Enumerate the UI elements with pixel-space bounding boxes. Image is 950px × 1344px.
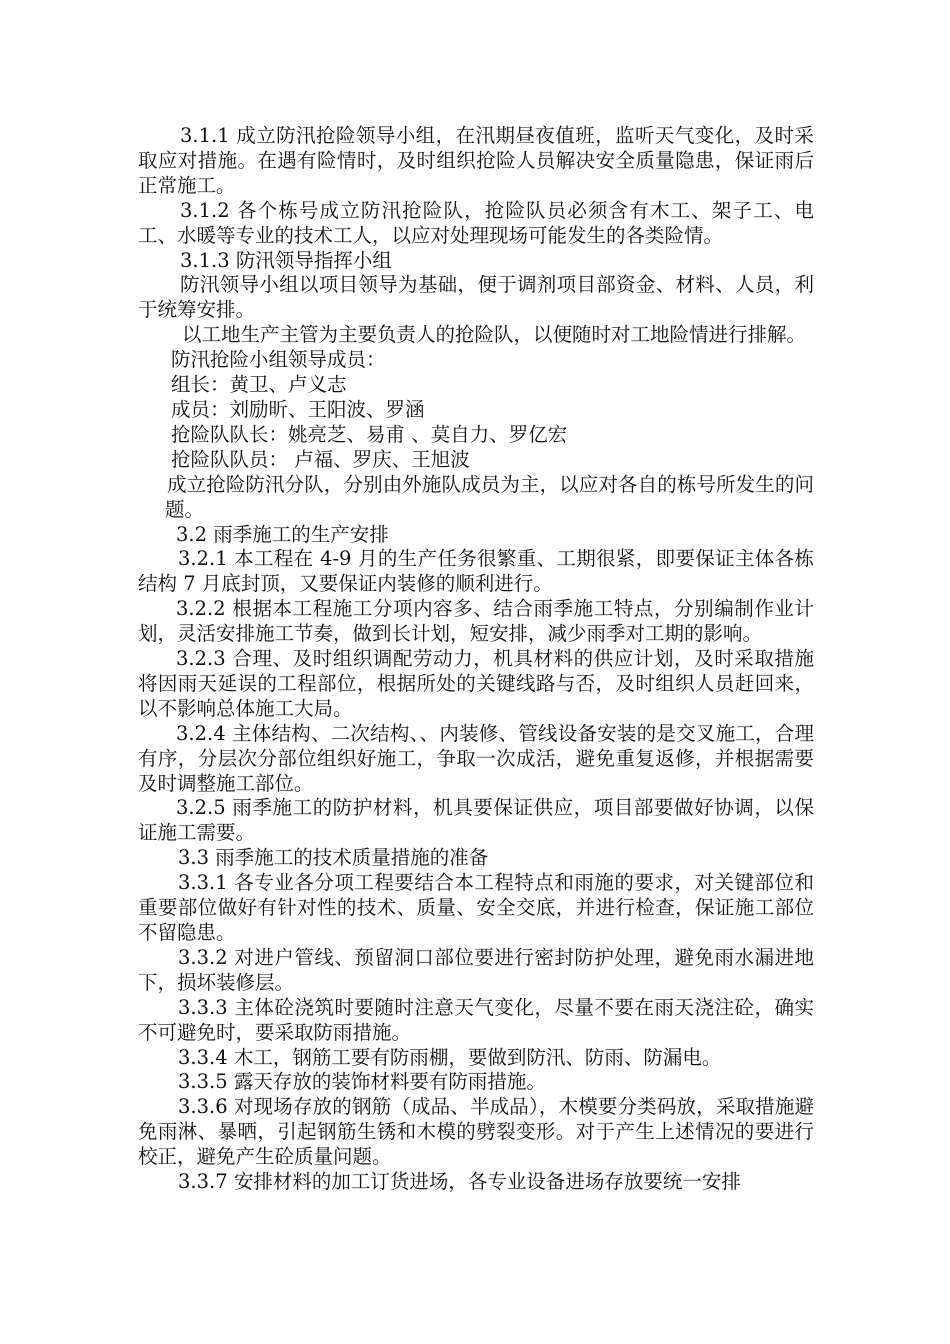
- paragraph-3-3-7: 3.3.7 安排材料的加工订货进场，各专业设备进场存放要统一安排: [178, 1170, 741, 1194]
- paragraph-members-title: 防汛抢险小组领导成员：: [171, 348, 386, 372]
- heading-3-2: 3.2 雨季施工的生产安排: [176, 522, 389, 546]
- paragraph-3-2-2: 3.2.2 根据本工程施工分项内容多、结合雨季施工特点，分别编制作业计划，灵活安排施工节奏，做到长计划，短安排，减少雨季对工期的影响。: [138, 597, 814, 646]
- paragraph-3-2-3: 3.2.3 合理、及时组织调配劳动力，机具材料的供应计划，及时采取措施将因雨天延误的工程部位，根据所处的关键线路与否，及时组织人员赶回来，以不影响总体施工大局。: [138, 647, 814, 720]
- paragraph-subteam: 成立抢险防汛分队，分别由外施队成员为主，以应对各自的栋号所发生的问题。: [165, 472, 814, 521]
- paragraph-members: 成员：刘励昕、王阳波、罗涵: [171, 397, 425, 421]
- paragraph-3-2-1: 3.2.1 本工程在 4-9 月的生产任务很繁重、工期很紧，即要保证主体各栋结构 7 月底封顶，又要保证内装修的顺利进行。: [138, 547, 814, 596]
- paragraph-3-3-1: 3.3.1 各专业各分项工程要结合本工程特点和雨施的要求，对关键部位和重要部位做好有针对性的技术、质量、安全交底，并进行检查，保证施工部位不留隐患。: [138, 871, 814, 944]
- paragraph-3-3-2: 3.3.2 对进户管线、预留洞口部位要进行密封防护处理，避免雨水漏进地下，损坏装修层。: [138, 945, 814, 994]
- paragraph-team-captain: 抢险队队长：姚亮芝、易甫 、莫自力、罗亿宏: [171, 422, 568, 446]
- paragraph-3-1-2: 3.1.2 各个栋号成立防汛抢险队，抢险队员必须含有木工、架子工、电工、水暖等专业的技术工人，以应对处理现场可能发生的各类险情。: [138, 198, 814, 247]
- document-body: [138, 124, 814, 1195]
- heading-3-3: 3.3 雨季施工的技术质量措施的准备: [178, 846, 489, 870]
- paragraph-3-2-5: 3.2.5 雨季施工的防护材料，机具要保证供应，项目部要做好协调，以保证施工需要。: [138, 796, 814, 845]
- paragraph-team-members: 抢险队队员： 卢福、罗庆、王旭波: [171, 447, 470, 471]
- paragraph-3-3-3: 3.3.3 主体砼浇筑时要随时注意天气变化，尽量不要在雨天浇注砼，确实不可避免时，要采取防雨措施。: [138, 995, 814, 1044]
- paragraph-3-1-1: 3.1.1 成立防汛抢险领导小组，在汛期昼夜值班，监听天气变化，及时采取应对措施。在遇有险情时，及时组织抢险人员解决安全质量隐患，保证雨后正常施工。: [138, 124, 814, 197]
- paragraph-leadership-basis: 防汛领导小组以项目领导为基础，便于调剂项目部资金、材料、人员，利于统筹安排。: [138, 273, 814, 322]
- paragraph-3-3-5: 3.3.5 露天存放的装饰材料要有防雨措施。: [178, 1070, 546, 1094]
- paragraph-3-2-4: 3.2.4 主体结构、二次结构、、内装修、管线设备安装的是交叉施工，合理有序，分层次分部位组织好施工，争取一次成活，避免重复返修，并根据需要及时调整施工部位。: [138, 721, 814, 795]
- paragraph-rescue-team: 以工地生产主管为主要负责人的抢险队，以便随时对工地险情进行排解。: [182, 323, 807, 347]
- paragraph-group-leader: 组长：黄卫、卢义志: [171, 373, 347, 397]
- paragraph-3-3-4: 3.3.4 木工，钢筋工要有防雨棚，要做到防汛、防雨、防漏电。: [178, 1045, 722, 1069]
- paragraph-3-3-6: 3.3.6 对现场存放的钢筋（成品、半成品），木模要分类码放，采取措施避免雨淋、暴晒，引起钢筋生锈和木模的劈裂变形。对于产生上述情况的要进行校正，避免产生砼质量问题。: [138, 1095, 814, 1169]
- heading-3-1-3: 3.1.3 防汛领导指挥小组: [180, 248, 392, 272]
